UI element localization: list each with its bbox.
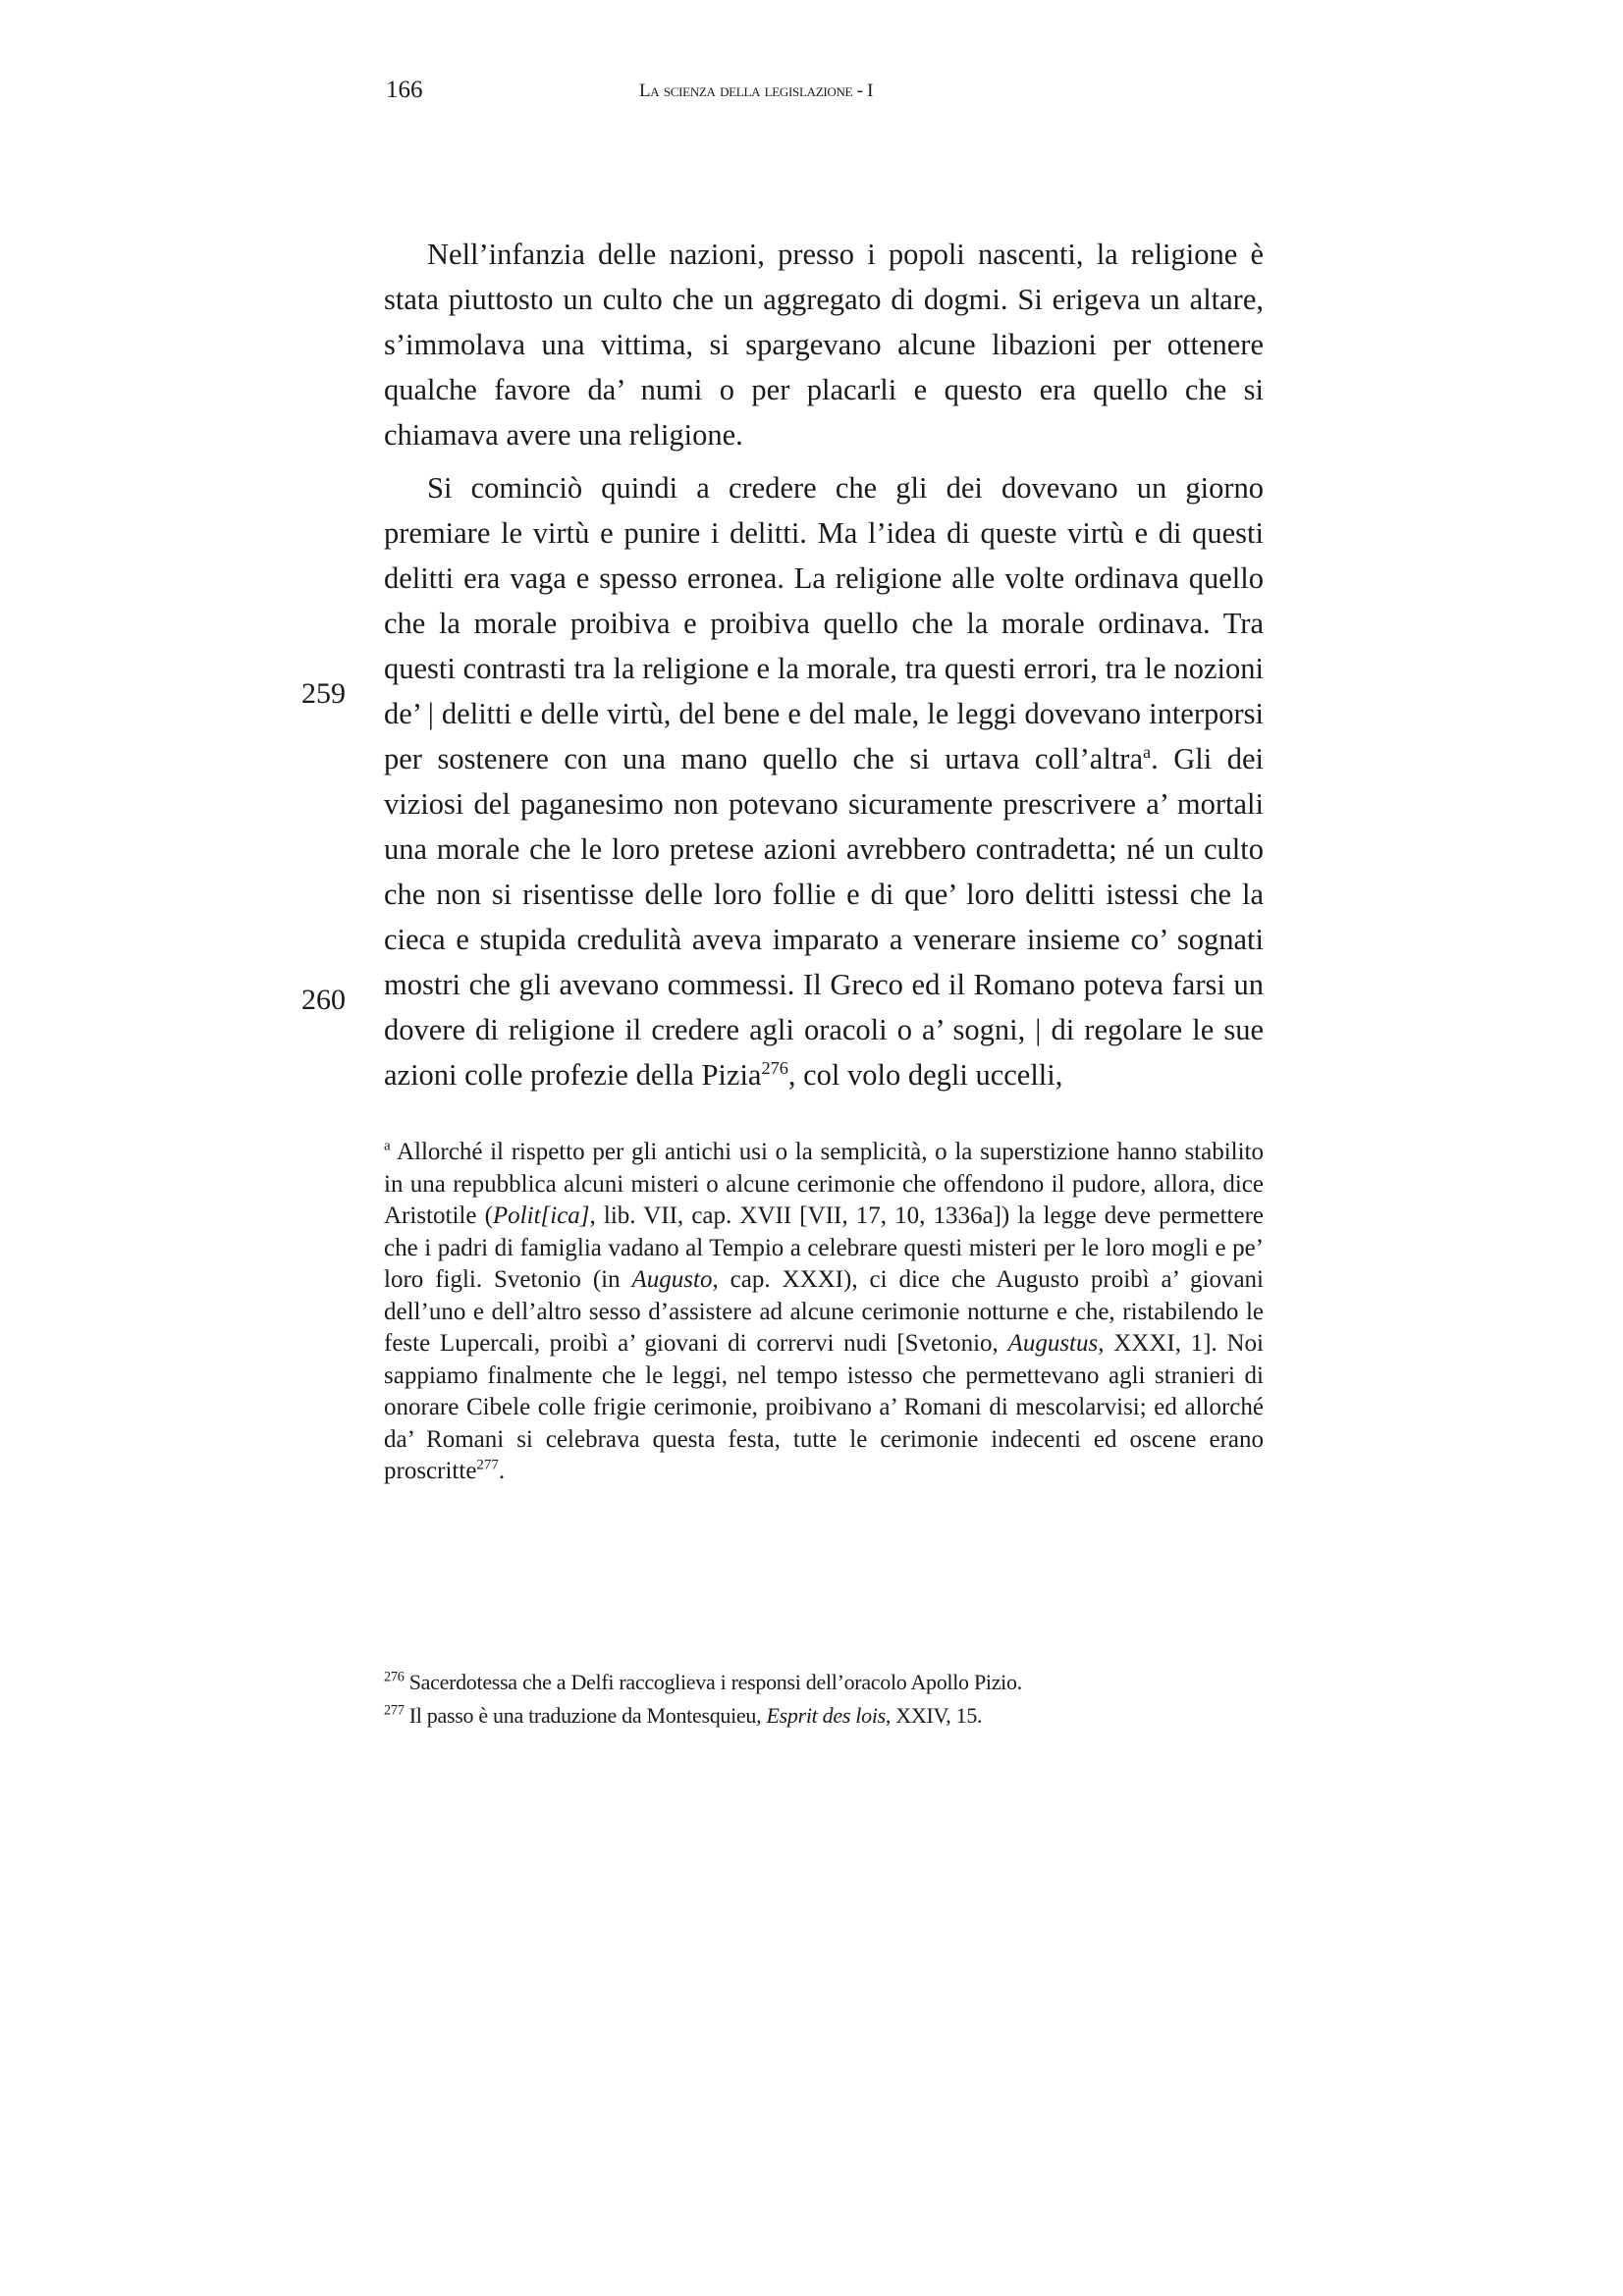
author-note-mark: a [384,1138,391,1154]
paragraph-2-part-a: Si cominciò quindi a credere che gli dei dovevano un giorno premiare le virtù e punire i delitti. Ma l’idea di queste virtù e di questi delitti era vaga e spesso erronea. La religione alle volte ordinava quello che la morale proibiva e proibiva quello che la morale ordinava. Tra questi contrasti tra la religione e la morale, tra questi errori, tra le nozioni de’ | delitti e delle virtù, del bene e del male, le leggi dovevano interporsi per sostenere con una mano quello che si urtava coll’altra [384,471,1264,775]
paragraph-2-part-c: , col volo degli uccelli, [787,1058,1063,1092]
footnotes [384,1666,1264,1733]
margin-number-259: 259 [301,677,346,710]
author-note-text-4: , XXXI, 1]. Noi sappiamo finalmente che le leggi, nel tempo istesso che permettevano agli stranieri di onorare Cibele colle frigie cerimonie, proibivano a’ Romani di mescolarvisi; ed allorché da’ Romani si celebrava questa festa, tutte le cerimonie indecenti ed oscene erano proscritte [384,1330,1264,1484]
paragraph-2-part-b: . Gli dei viziosi del paganesimo non potevano sicuramente prescrivere a’ mortali una morale che le loro pretese azioni avrebbero contradetta; né un culto che non si risentisse delle loro follie e di que’ loro delitti istessi che la cieca e stupida credulità aveva imparato a venerare insieme co’ sognati mostri che gli avevano commessi. Il Greco ed il Romano poteva farsi un dovere di religione il credere agli oracoli o a’ sogni, | di regolare le sue azioni colle profezie della Pizia [384,742,1264,1092]
footnote-276-mark: 276 [384,1669,405,1685]
margin-number-260: 260 [301,984,346,1016]
page-number: 166 [386,77,423,103]
footnote-277 [384,1699,1264,1733]
author-note-text-2: , lib. VII, cap. XVII [VII, 17, 10, 1336a]) la legge deve permettere che i padri di famiglia vadano al Tempio a celebrare questi misteri per le loro mogli e pe’ loro figli. Svetonio (in [384,1202,1264,1293]
author-note-text-5: . [498,1458,506,1484]
footnote-ref-277[interactable]: 277 [476,1457,499,1473]
footnote-277-italic: Esprit des lois [766,1703,886,1728]
footnote-276 [384,1666,1264,1699]
paragraph-1: Nell’infanzia delle nazioni, presso i popoli nascenti, la religione è stata piuttosto un culto che un aggregato di dogmi. Si erigeva un altare, s’immolava una vittima, si spargevano alcune libazioni per ottenere qualche favore da’ numi o per placarli e questo era quello che si chiamava avere una religione. [384,238,1264,452]
author-note-text-1: Allorché il rispetto per gli antichi usi o la semplicità, o la superstizione hanno stabilito in una repubblica alcuni misteri o alcune cerimonie che offendono il pudore, allora, dice Aristotile ( [384,1139,1264,1229]
page-header [386,77,1287,112]
running-title: La scienza della legislazione - I [639,80,874,101]
author-note-text-3: , cap. XXXI), ci dice che Augusto proibì a’ giovani dell’uno e dell’altro sesso d’assistere ad alcune cerimonie notturne e che, ristabilendo le feste Lupercali, proibì a’ giovani di corrervi nudi [Svetonio, [384,1266,1264,1357]
footnote-277-mark: 277 [384,1702,405,1719]
author-note-a [384,1137,1264,1488]
paragraph-2 [384,465,1264,1097]
footnote-276-text: Sacerdotessa che a Delfi raccoglieva i responsi dell’oracolo Apollo Pizio. [404,1670,1022,1694]
footnote-277-text-1: Il passo è una traduzione da Montesquieu, [404,1703,767,1728]
author-note-italic-2: Augusto [631,1266,713,1293]
footnote-ref-276[interactable]: 276 [761,1057,788,1078]
note-ref-a[interactable]: a [1142,741,1152,762]
footnote-277-text-2: , XXIV, 15. [885,1703,983,1728]
author-note-italic-3: Augustus [1007,1330,1099,1357]
main-text [384,232,1264,1097]
author-note-italic-1: Polit[ica] [492,1202,590,1229]
